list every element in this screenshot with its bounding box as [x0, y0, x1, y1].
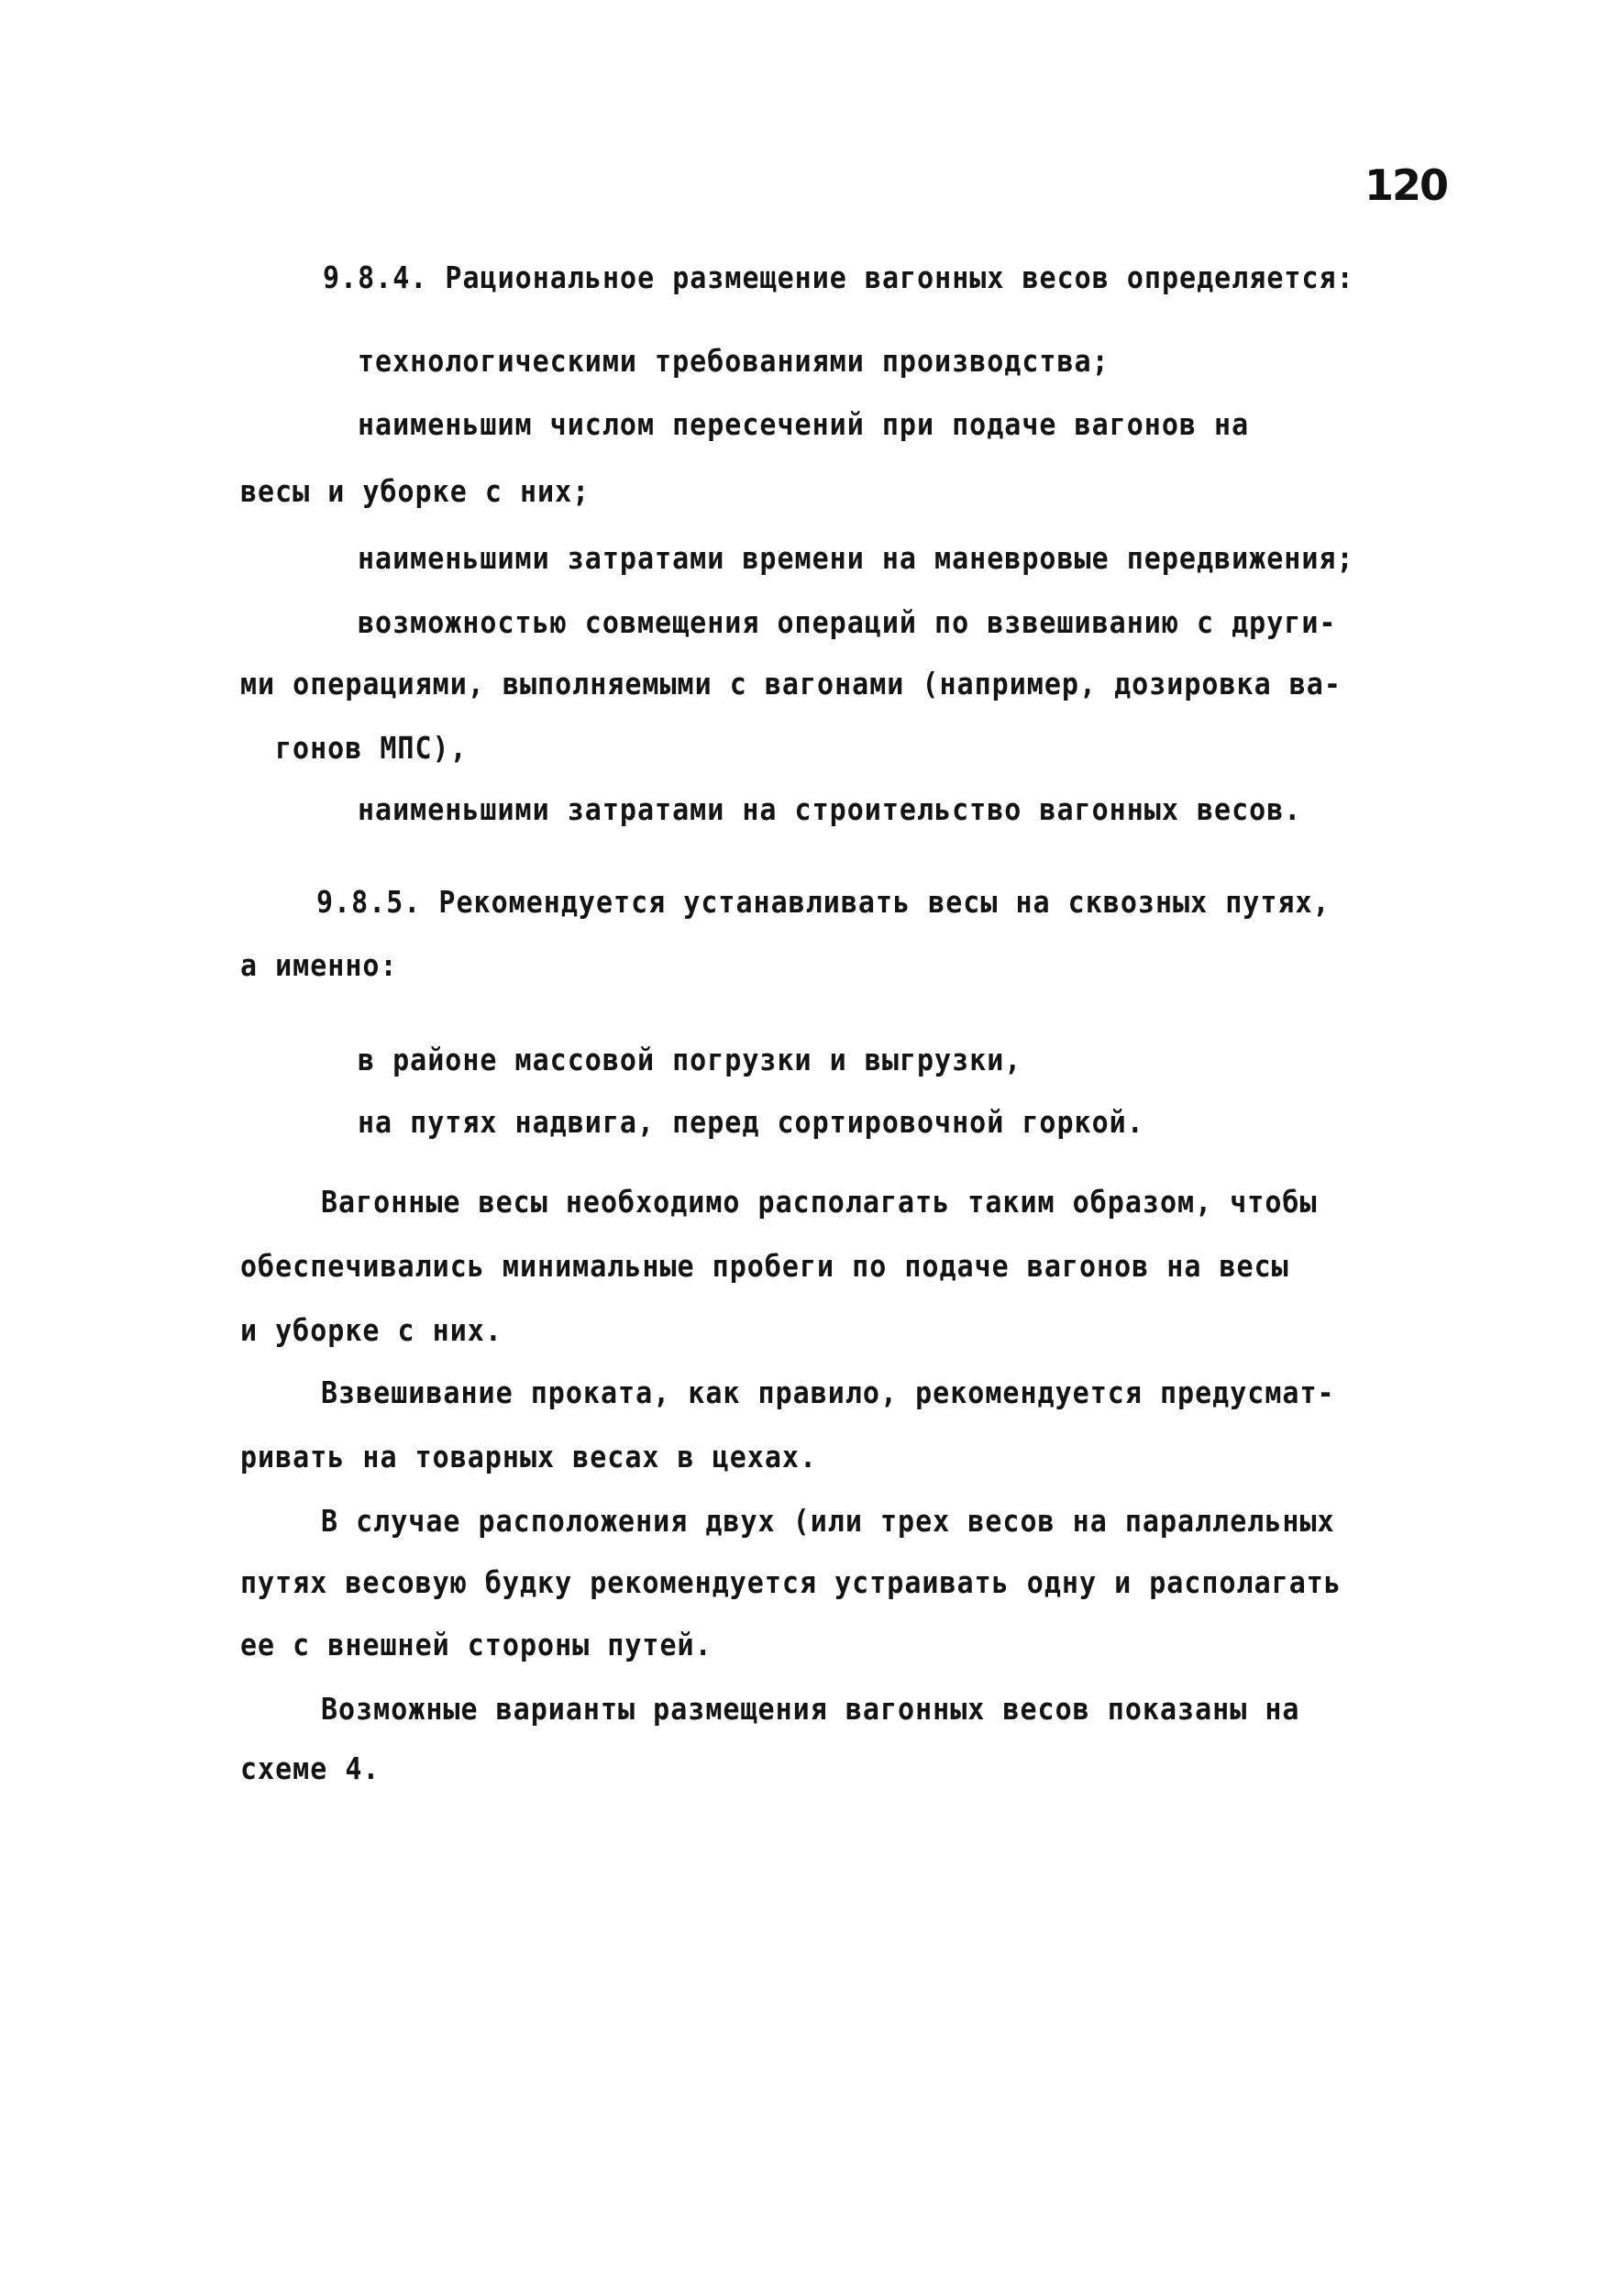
section-9-8-4-heading: 9.8.4. Рациональное размещение вагонных весов определяется:: [323, 260, 1354, 296]
section-9-8-5-heading: 9.8.5. Рекомендуется устанавливать весы на сквозных путях,: [316, 885, 1331, 921]
page-number: 120: [1364, 160, 1448, 210]
text-line: а именно:: [240, 948, 398, 984]
text-line: Вагонные весы необходимо располагать таким образом, чтобы: [321, 1185, 1318, 1220]
text-line: наименьшим числом пересечений при подаче вагонов на: [358, 407, 1250, 443]
text-line: Взвешивание проката, как правило, рекомендуется предусмат-: [321, 1375, 1335, 1411]
text-line: Возможные варианты размещения вагонных весов показаны на: [321, 1692, 1300, 1728]
text-line: наименьшими затратами на строительство вагонных весов.: [358, 792, 1302, 828]
text-line: весы и уборке с них;: [240, 474, 591, 510]
text-line: возможностью совмещения операций по взвешиванию с други-: [358, 605, 1337, 641]
text-line: В случае расположения двух (или трех весов на параллельных: [321, 1504, 1335, 1540]
text-line: ми операциями, выполняемыми с вагонами (например, дозировка ва-: [240, 667, 1342, 702]
text-line: и уборке с них.: [240, 1313, 503, 1349]
text-line: наименьшими затратами времени на маневровые передвижения;: [358, 541, 1354, 577]
text-line: ривать на товарных весах в цехах.: [240, 1440, 818, 1475]
list-item: на путях надвига, перед сортировочной горкой.: [358, 1105, 1144, 1141]
text-line: обеспечивались минимальные пробеги по подаче вагонов на весы: [240, 1249, 1289, 1285]
text-line: гонов МПС),: [275, 731, 468, 767]
text-line: технологическими требованиями производства;: [358, 344, 1110, 380]
text-line: путях весовую будку рекомендуется устраивать одну и располагать: [240, 1565, 1342, 1601]
text-line: ее с внешней стороны путей.: [240, 1628, 713, 1663]
list-item: в районе массовой погрузки и выгрузки,: [358, 1043, 1022, 1078]
text-line: схеме 4.: [240, 1751, 381, 1787]
